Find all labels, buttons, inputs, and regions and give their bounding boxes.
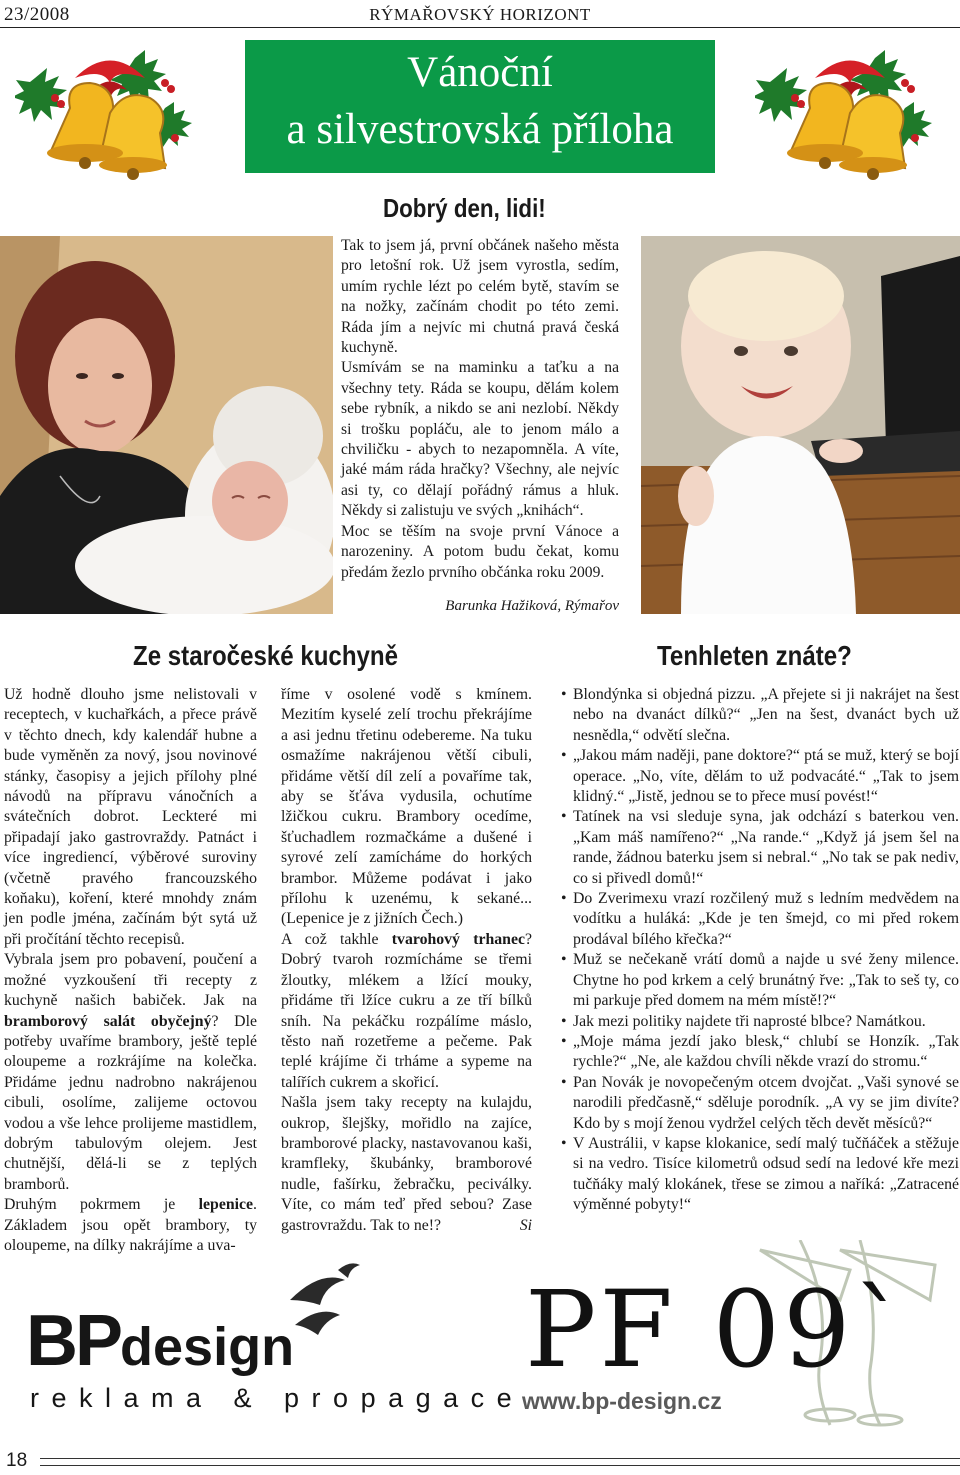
- article-headline: Dobrý den, lidi!: [383, 193, 546, 223]
- ad-tagline: reklama & propagace: [30, 1383, 525, 1413]
- paragraph: Tak to jsem já, první občánek našeho města pro letošní rok. Už jsem vyrostla, sedím, umím rychle lézt po celém bytě, stavím se na nožky, začínám chodit po této zemi. Ráda jím a nejvíc mi chutná pravá česká kuchyně.: [341, 237, 619, 357]
- recipe-name: bramborový salát obyčejný: [4, 1012, 212, 1030]
- list-item: • „Jakou mám naději, pane doktore?“ ptá se muž, který se bojí operace. „No, víte, dělám to už podvacáté.“ „Tak to jsem klidný.“ „Jistě, jednou se to přece musí povést!“: [559, 746, 959, 807]
- text-run: . Základem jsou opět brambory, ty oloupeme, na dílky nakrájíme a uva-: [4, 1196, 257, 1254]
- recipe-name: lepenice: [198, 1196, 254, 1214]
- list-item: • Do Zverimexu vrazí rozčilený muž s ledním medvědem na vodítku a huláká: „Kde je ten šmejd, co mi před rokem prodával bílého křečka?“: [559, 889, 959, 950]
- photo-mother-with-newborn: [0, 236, 333, 614]
- logo-text: design: [120, 1317, 295, 1377]
- paragraph: Moc se těším na svoje první Vánoce a narozeniny. A potom budu čekat, komu předám žezlo prvního občánka roku 2009.: [341, 522, 619, 581]
- text-run: ? Dle potřeby uvaříme brambory, ještě teplé oloupeme a rozkrájíme na kolečka. Přidáme jednu nadrobno nakrájenou cibuli, osolíme, zalijeme octovou vodou a vše lehce prolijeme mastidlem, dobrým tabulovým olejem. Jest chutnější, dělá-li se z teplých bramborů.: [4, 1012, 257, 1193]
- bp-design-logo: [26, 1301, 295, 1383]
- list-item: • Tatínek na vsi sleduje syna, jak odchází s baterkou ven. „Kam máš namířeno?“ „Na rande.“ „Když já jsem šel na rande, žádnou baterku jsem si nebral.“ „No tak se pak nediv, co si přivedl domů!“: [559, 807, 959, 889]
- recipe-name: tvarohový trhanec: [391, 930, 525, 948]
- text-run: ? Dobrý tvaroh rozmícháme se třemi žloutky, mlékem a lžící mouky, přidáme tři lžíce cukru a ze tří bílků sníh. Na pekáčku rozpálíme máslo, těsto naň rozetřeme a pečeme. Pak teplé krájíme či trháme a sypeme na talířích cukrem a skořicí.: [281, 930, 532, 1091]
- pf-greeting: PF 09`: [525, 1268, 910, 1391]
- text-run: Vybrala jsem pro pobavení, poučení a možné vyzkoušení tři recepty z kuchyně našich babiček. Jak na: [4, 951, 257, 1010]
- kitchen-article-column-1: [4, 685, 257, 1256]
- jokes-list: [559, 685, 959, 1216]
- text-run: Našla jsem taky recepty na kulajdu, oukrop, šlejšky, mořidlo na zajíce, bramborové placky, nastavovanou kaši, kramfleky, škubánky, bramborové nudle, fašírku, žebračku, peciválky. Víte, co mám teď před sebou? Zase gastrovraždu. Tak to ne!?: [281, 1094, 532, 1234]
- logo-text: BP: [26, 1301, 121, 1381]
- banner-title-line2: a silvestrovská příloha: [286, 106, 674, 153]
- christmas-bells-icon: [15, 38, 205, 198]
- paragraph: Už hodně dlouho jsme nelistovali v receptech, v kuchařkách, a přece právě v těchto dnech, kdy kalendář hubne a bude vyměněn za nový, jsou novinové stánky, časopisy a jejich přílohy plné návodů na přípravu vánočních a svátečních dobrot. Leckteré mi připadají jako gastrovraždy. Patnáct i více ingrediencí, výběrové suroviny (včetně pravého francouzského koňaku), koření, které mnohdy znám jen podle jména, začínám být sytá už při pročítání těchto recepisů.: [4, 686, 257, 948]
- list-item: • Muž se nečekaně vrátí domů a najde u své ženy milence. Chytne ho pod krkem a celý brunátný řve: „Tak to seš ty, co mi parkuje před domem na mém místě!?“: [559, 950, 959, 1011]
- footer-rule: [40, 1458, 960, 1466]
- text-run: A což takhle: [281, 930, 392, 948]
- christmas-bells-icon: [755, 38, 945, 198]
- kitchen-article-column-2: [281, 685, 532, 1236]
- ad-url: www.bp-design.cz: [522, 1388, 722, 1414]
- page-header: [0, 0, 960, 28]
- banner-title-line1: Vánoční: [407, 49, 553, 96]
- baby-article-body: [341, 236, 619, 583]
- paragraph: Usmívám se na maminku a taťku a na všechny tety. Ráda se koupu, dělám kolem sebe rybník, a nikdo se ani nezlobí. Někdy si trošku popláču, ale to jenom málo a chviličku - abych to nezapomněla. A víte, jaké mám ráda hračky? Všechny, ale nejvíc asi ty, co dělají pořádný rámus a hluk. Někdy si zalistuju ve svých „knihách“.: [341, 359, 619, 520]
- paragraph: [281, 930, 532, 1093]
- paragraph: [4, 950, 257, 1195]
- paragraph: [281, 1093, 532, 1236]
- newspaper-name: RÝMAŘOVSKÝ HORIZONT: [369, 5, 591, 24]
- list-item: • Blondýnka si objedná pizzu. „A přejete si ji nakrájet na šest nebo na dvanáct dílků?“ „Jen na šest, dvanáct bych už nesnědla,“ odvětí slečna.: [559, 685, 959, 746]
- list-item: • Pan Novák je novopečeným otcem dvojčat. „Vaši synové se narodili předčasně,“ sděluje porodník. „A vy se jim divíte? Kdo by s mojí ženou vydržel celých těch devět měsíců?“: [559, 1073, 959, 1134]
- paragraph: říme v osolené vodě s kmínem. Mezitím kyselé zelí trochu překrájíme a asi jednu třetinu odebereme. Na tuku osmažíme nakrájenou větší cibuli, přidáme větší díl zelí a povaříme tak, aby se šťáva vydusila, ochutíme lžičkou cukru. Brambory ocedíme, šťuchadlem rozmačkáme a dušené i syrové zelí zamícháme do horkých brambor. Můžeme podávat i jako přílohu k uzenému, k sekané... (Lepenice je z jižních Čech.): [281, 686, 532, 928]
- page-number: 18: [6, 1450, 28, 1471]
- supplement-banner: [245, 40, 715, 173]
- list-item: • „Moje máma jezdí jako blesk,“ chlubí se Honzík. „Tak rychle?“ „Ne, ale každou chvíli někde vrazí do stromu.“: [559, 1032, 959, 1073]
- article-signature: Barunka Hažiková, Rýmařov: [445, 598, 619, 614]
- text-run: Druhým pokrmem je: [4, 1196, 199, 1214]
- section-headline: Tenhleten znáte?: [657, 640, 852, 671]
- issue-number: 23/2008: [4, 4, 70, 25]
- list-item: • Jak mezi politiky najdete tři naprosté blbce? Namátkou.: [559, 1012, 959, 1032]
- photo-baby-at-laptop: [641, 236, 960, 614]
- list-item: • V Austrálii, v kapse klokanice, sedí malý tučňáček a stěžuje si na vedro. Tisíce kilometrů odsud sedí na ledové kře mezi tučňáky malý klokánek, třese se zimou a naříká: „Zatracené výměnné pobyty!“: [559, 1134, 959, 1216]
- author-initials: Si: [519, 1216, 532, 1234]
- section-headline: Ze staročeské kuchyně: [133, 640, 399, 671]
- jokes-column: [559, 685, 959, 1216]
